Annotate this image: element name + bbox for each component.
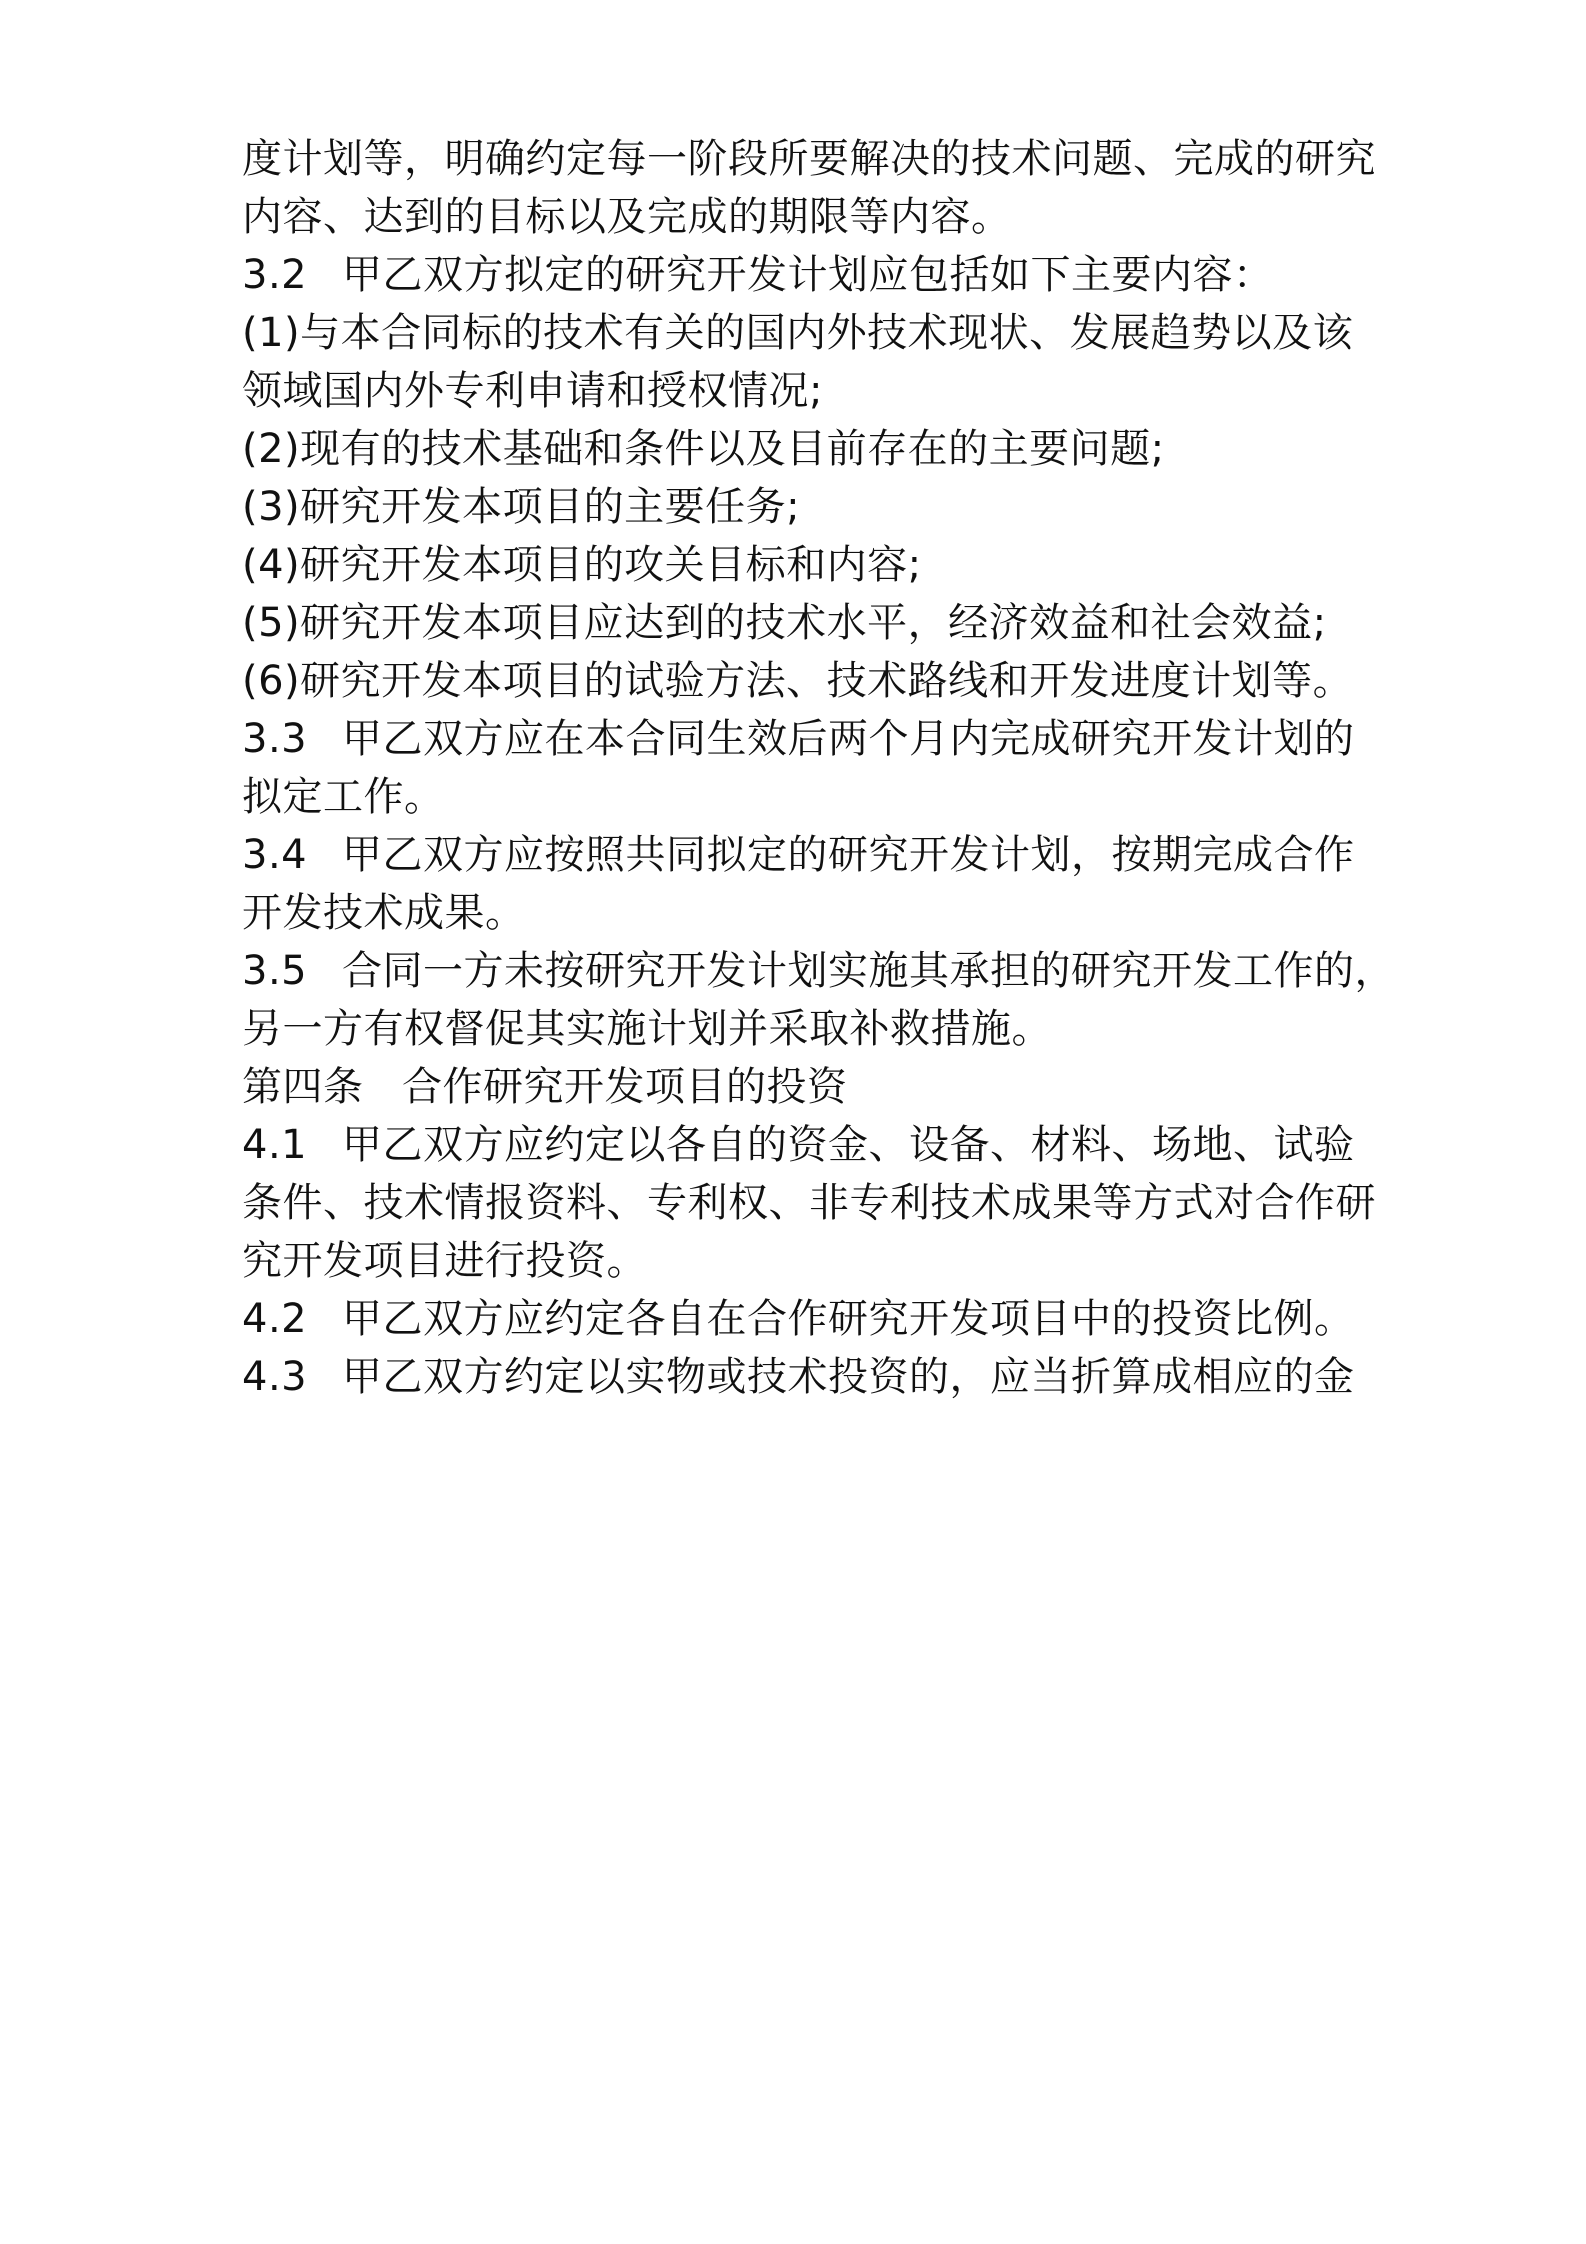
clause-number: 3.2 xyxy=(242,252,308,298)
text-line: 条件、技术情报资料、专利权、非专利技术成果等方式对合作研 xyxy=(242,1180,1376,1226)
clause-number: 3.4 xyxy=(242,832,308,878)
text-line: (2)现有的技术基础和条件以及目前存在的主要问题; xyxy=(242,426,1165,472)
article-title: 合作研究开发项目的投资 xyxy=(402,1064,848,1110)
clause-text: 甲乙双方应约定各自在合作研究开发项目中的投资比例。 xyxy=(342,1296,1355,1342)
text-line: 开发技术成果。 xyxy=(242,890,526,936)
text-line: 领域国内外专利申请和授权情况; xyxy=(242,368,823,414)
text-line: 拟定工作。 xyxy=(242,774,445,820)
text-line: 究开发项目进行投资。 xyxy=(242,1238,647,1284)
clause-text: 甲乙双方拟定的研究开发计划应包括如下主要内容： xyxy=(342,252,1274,298)
text-line: (5)研究开发本项目应达到的技术水平，经济效益和社会效益; xyxy=(242,600,1327,646)
clause-number: 4.2 xyxy=(242,1296,308,1342)
text-line: (6)研究开发本项目的试验方法、技术路线和开发进度计划等。 xyxy=(242,658,1354,704)
clause-number: 3.3 xyxy=(242,716,308,762)
article-label: 第四条 xyxy=(242,1064,364,1110)
text-line: (3)研究开发本项目的主要任务; xyxy=(242,484,801,530)
clause-number: 4.3 xyxy=(242,1354,308,1400)
clause-number: 3.5 xyxy=(242,948,308,994)
clause-text: 甲乙双方约定以实物或技术投资的，应当折算成相应的金 xyxy=(342,1354,1355,1400)
clause-text: 甲乙双方应按照共同拟定的研究开发计划，按期完成合作 xyxy=(342,832,1355,878)
clause-text: 甲乙双方应在本合同生效后两个月内完成研究开发计划的 xyxy=(342,716,1355,762)
text-line: 另一方有权督促其实施计划并采取补救措施。 xyxy=(242,1006,1052,1052)
clause-number: 4.1 xyxy=(242,1122,308,1168)
clause-text: 合同一方未按研究开发计划实施其承担的研究开发工作的， xyxy=(342,948,1395,994)
text-line: 内容、达到的目标以及完成的期限等内容。 xyxy=(242,194,1012,240)
clause-text: 甲乙双方应约定以各自的资金、设备、材料、场地、试验 xyxy=(342,1122,1355,1168)
clause-4-3 xyxy=(242,1342,1392,1412)
text-line: 度计划等，明确约定每一阶段所要解决的技术问题、完成的研究 xyxy=(242,136,1376,182)
text-line: (1)与本合同标的技术有关的国内外技术现状、发展趋势以及该 xyxy=(242,310,1354,356)
text-line: (4)研究开发本项目的攻关目标和内容; xyxy=(242,542,922,588)
